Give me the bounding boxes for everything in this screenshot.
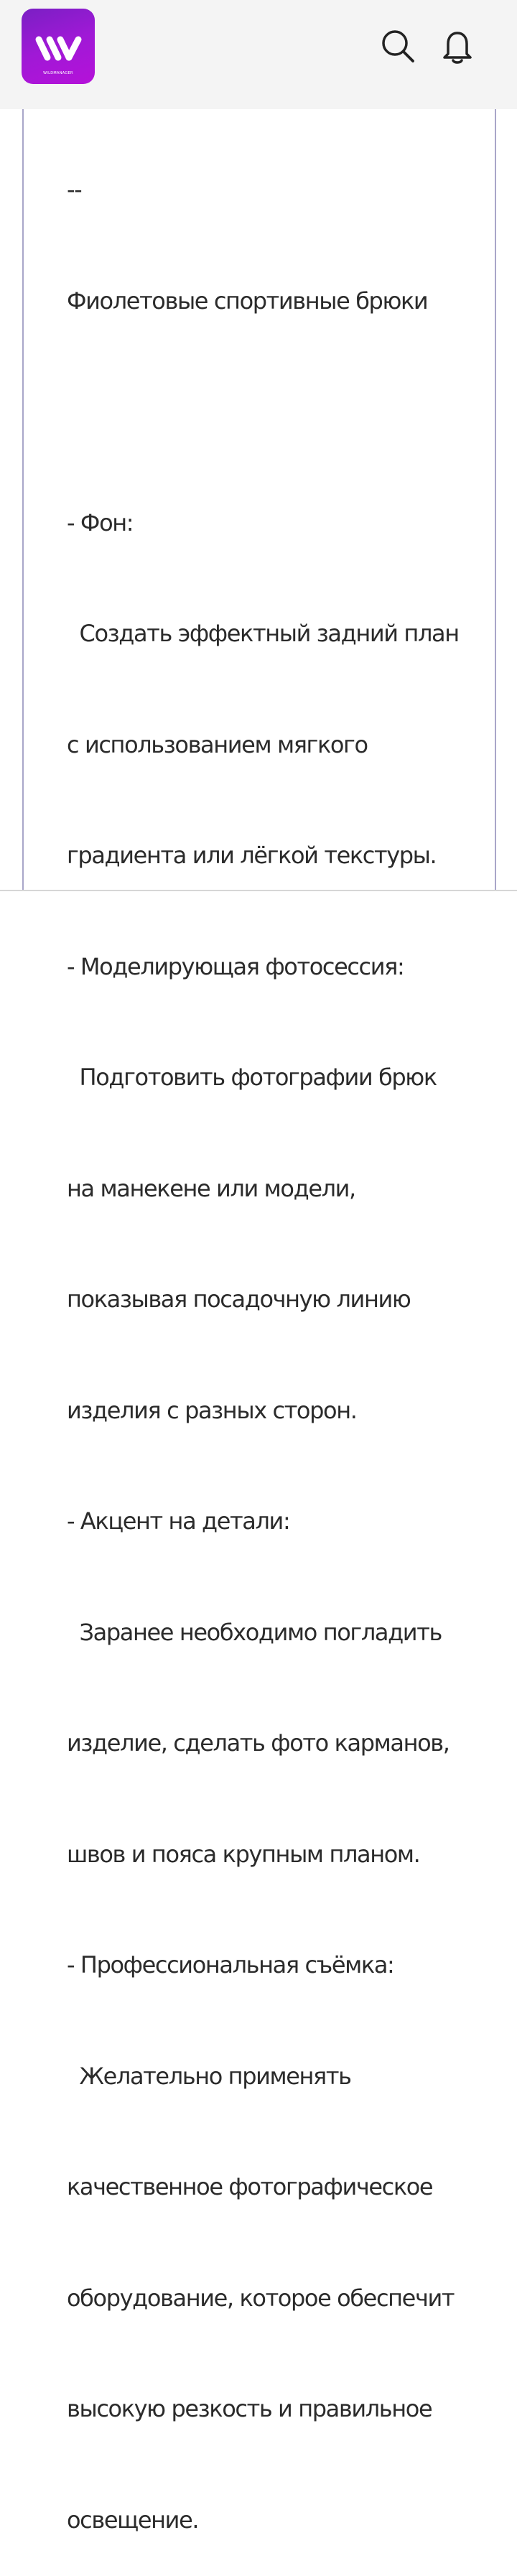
message-text <box>67 98 498 2576</box>
message-line <box>67 394 498 431</box>
message-line: оборудование, которое обеспечит <box>67 2284 455 2312</box>
section-heading: - Фон: <box>67 508 134 536</box>
message-line: градиента или лёгкой текстуры. <box>67 842 437 869</box>
message-line: изделие, сделать фото карманов, <box>67 1729 450 1757</box>
message-line: освещение. <box>67 2506 199 2534</box>
message-line: на манекене или модели, <box>67 1174 355 1202</box>
message-line: Заранее необходимо погладить <box>67 1618 442 1646</box>
bottom-divider <box>0 890 517 891</box>
message-title: Фиолетовые спортивные брюки <box>67 287 428 315</box>
message-line: качественное фотографическое <box>67 2173 433 2200</box>
section-heading: - Акцент на детали: <box>67 1507 290 1535</box>
section-heading: - Моделирующая фотосессия: <box>67 952 404 980</box>
message-line: показывая посадочную линию <box>67 1285 411 1313</box>
message-line: Подготовить фотографии брюк <box>67 1064 437 1091</box>
logo-caption: WILDMANAGER <box>43 71 73 75</box>
section-heading: - Профессиональная съёмка: <box>67 1951 394 1979</box>
message-line: с использованием мягкого <box>67 730 368 758</box>
search-icon[interactable] <box>378 26 418 66</box>
message-line: Создать эффектный задний план <box>67 620 459 647</box>
wildmanager-logo[interactable] <box>22 9 95 84</box>
app-header <box>0 0 517 109</box>
message-line: -- <box>67 176 82 203</box>
message-line: Желательно применять <box>67 2062 351 2090</box>
message-line: швов и пояса крупным планом. <box>67 1840 420 1868</box>
bell-icon[interactable] <box>437 26 477 66</box>
message-line: изделия с разных сторон. <box>67 1396 357 1424</box>
message-line: высокую резкость и правильное <box>67 2395 432 2422</box>
